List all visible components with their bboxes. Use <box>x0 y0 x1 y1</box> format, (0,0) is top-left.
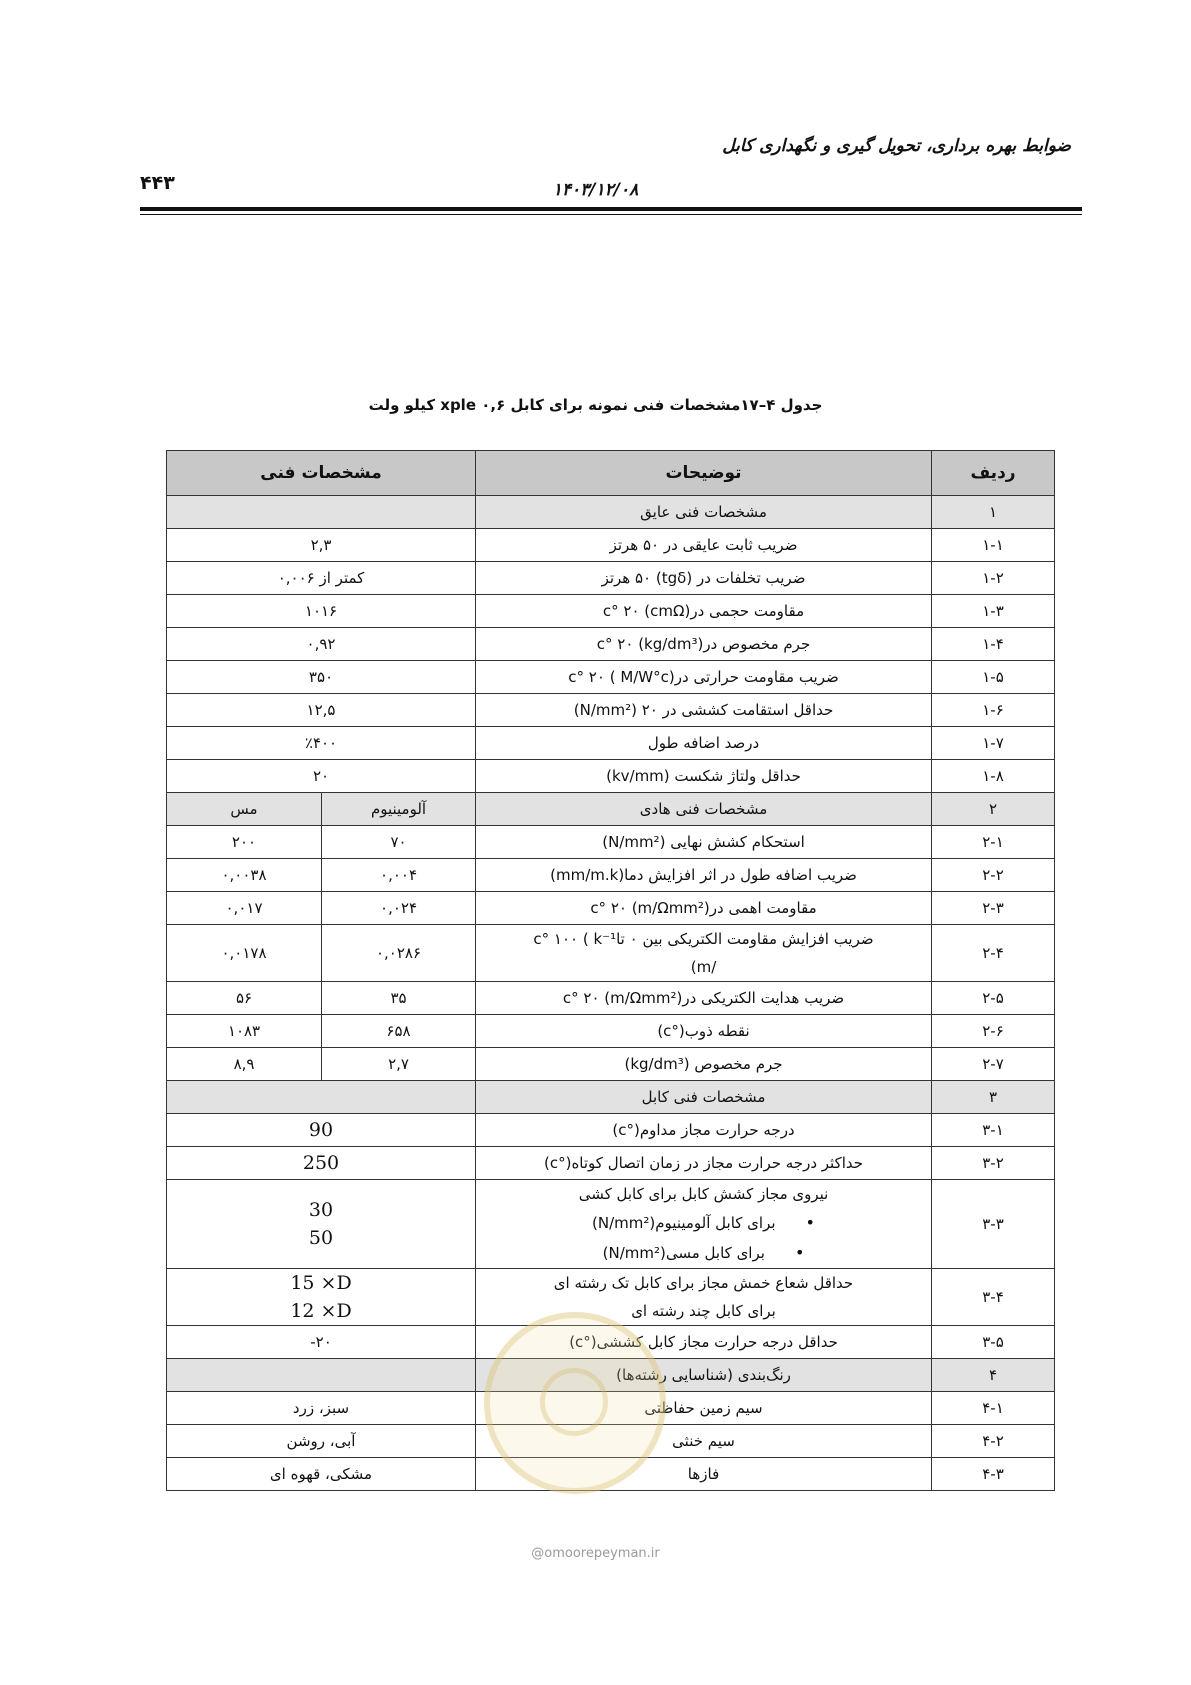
document-date: ۱۴۰۳/۱۲/۰۸ <box>552 180 639 200</box>
section-row <box>167 496 1055 529</box>
table-row <box>167 1147 1055 1180</box>
table-row <box>167 1114 1055 1147</box>
section-title: مشخصات فنی کابل <box>476 1081 932 1114</box>
row-description: مقاومت حجمی درc° ۲۰ (cmΩ) <box>476 595 932 628</box>
row-number: ۳-۱ <box>932 1114 1055 1147</box>
section-empty-cell <box>167 1359 476 1392</box>
row-description: سیم زمین حفاظتی <box>476 1392 932 1425</box>
row-value: آبی، روشن <box>167 1425 476 1458</box>
row-number: ۱-۱ <box>932 529 1055 562</box>
row-description: نقطه ذوب(°c) <box>476 1015 932 1048</box>
row-value: ۰,۹۲ <box>167 628 476 661</box>
row-number: ۴-۲ <box>932 1425 1055 1458</box>
row-description: جرم مخصوص درc° ۲۰ (kg/dm³) <box>476 628 932 661</box>
row-number: ۲-۲ <box>932 859 1055 892</box>
row-description: حداقل ولتاژ شکست (kv/mm) <box>476 760 932 793</box>
row-value: -۲۰ <box>167 1326 476 1359</box>
column-label-aluminium: آلومینیوم <box>322 793 476 826</box>
row-number: ۲-۷ <box>932 1048 1055 1081</box>
row-description-line: /m) <box>690 958 717 976</box>
row-number: ۳-۵ <box>932 1326 1055 1359</box>
section-row <box>167 1081 1055 1114</box>
row-description-line: نیروی مجاز کشش کابل برای کابل کشی <box>578 1185 829 1203</box>
section-row <box>167 793 1055 826</box>
document-header-title: ضوابط بهره برداری، تحویل گیری و نگهداری کابل <box>722 136 1071 156</box>
table-row <box>167 661 1055 694</box>
row-number: ۱-۲ <box>932 562 1055 595</box>
section-title: رنگ‌بندی (شناسایی رشته‌ها) <box>476 1359 932 1392</box>
row-description: ضریب مقاومت حرارتی درc° ۲۰ ( M/W°c) <box>476 661 932 694</box>
row-value <box>167 1269 476 1326</box>
row-description: مقاومت اهمی درc° ۲۰ (m/Ωmm²) <box>476 892 932 925</box>
row-value: مشکی، قهوه ای <box>167 1458 476 1491</box>
table-row <box>167 1269 1055 1326</box>
row-description: جرم مخصوص (kg/dm³) <box>476 1048 932 1081</box>
row-description: ضریب اضافه طول در اثر افزایش دما(mm/m.k) <box>476 859 932 892</box>
row-value: کمتر از ۰,۰۰۶ <box>167 562 476 595</box>
row-number: ۲-۱ <box>932 826 1055 859</box>
row-description: حداقل درجه حرارت مجاز کابل کششی(°c) <box>476 1326 932 1359</box>
row-description: استحکام کشش نهایی (N/mm²) <box>476 826 932 859</box>
row-value-copper: ۰,۰۱۷۸ <box>167 925 322 982</box>
row-number: ۱-۵ <box>932 661 1055 694</box>
row-number: ۱-۳ <box>932 595 1055 628</box>
row-number: ۴ <box>932 1359 1055 1392</box>
column-label-copper: مس <box>167 793 322 826</box>
header-row-number: ردیف <box>932 451 1055 496</box>
table-row <box>167 628 1055 661</box>
row-value-line: 15 ×D <box>290 1272 352 1294</box>
bullet-item: • برای کابل مسی(N/mm²) <box>480 1238 927 1268</box>
header-description: توضیحات <box>476 451 932 496</box>
row-description: حداقل استقامت کششی در ۲۰ (N/mm²) <box>476 694 932 727</box>
row-value-line: 30 <box>308 1199 334 1221</box>
table-caption: جدول ۴–۱۷مشخصات فنی نمونه برای کابل xple ۰,۶ کیلو ولت <box>368 396 823 414</box>
row-number: ۳-۲ <box>932 1147 1055 1180</box>
bullet-item: • برای کابل آلومینیوم(N/mm²) <box>480 1208 927 1238</box>
row-value-copper: ۰,۰۱۷ <box>167 892 322 925</box>
table-row <box>167 760 1055 793</box>
row-value-copper: ۵۶ <box>167 982 322 1015</box>
row-value: ٪۴۰۰ <box>167 727 476 760</box>
row-description: ضریب ثابت عایقی در ۵۰ هرتز <box>476 529 932 562</box>
row-description: ضریب تخلفات در (tgδ) ۵۰ هرتز <box>476 562 932 595</box>
row-value-aluminium: ۶۵۸ <box>322 1015 476 1048</box>
row-number: ۱-۴ <box>932 628 1055 661</box>
row-value: ۲,۳ <box>167 529 476 562</box>
row-number: ۲ <box>932 793 1055 826</box>
row-number: ۲-۵ <box>932 982 1055 1015</box>
table-row <box>167 694 1055 727</box>
row-number: ۱-۷ <box>932 727 1055 760</box>
table-row <box>167 595 1055 628</box>
row-value-aluminium: ۰,۰۲۸۶ <box>322 925 476 982</box>
row-number: ۲-۳ <box>932 892 1055 925</box>
row-number: ۳-۳ <box>932 1180 1055 1269</box>
row-value-line: 12 ×D <box>290 1300 352 1322</box>
row-description: فازها <box>476 1458 932 1491</box>
row-value-copper: ۸,۹ <box>167 1048 322 1081</box>
table-header-row <box>167 451 1055 496</box>
section-title: مشخصات فنی عایق <box>476 496 932 529</box>
row-number: ۱-۶ <box>932 694 1055 727</box>
row-description <box>476 1180 932 1269</box>
row-number: ۱ <box>932 496 1055 529</box>
header-rule-thin <box>140 214 1082 215</box>
row-value: 250 <box>167 1147 476 1180</box>
row-value: ۳۵۰ <box>167 661 476 694</box>
table-row <box>167 859 1055 892</box>
row-value-aluminium: ۲,۷ <box>322 1048 476 1081</box>
row-description: سیم خنثی <box>476 1425 932 1458</box>
header-specification: مشخصات فنی <box>167 451 476 496</box>
row-value: سبز، زرد <box>167 1392 476 1425</box>
row-value: ۲۰ <box>167 760 476 793</box>
row-value-aluminium: ۰,۰۲۴ <box>322 892 476 925</box>
table-row <box>167 892 1055 925</box>
row-number: ۴-۱ <box>932 1392 1055 1425</box>
table-row <box>167 1048 1055 1081</box>
row-description-line: ضریب افزایش مقاومت الکتریکی بین ۰ تاc° ۱۰۰ ( k⁻¹ <box>533 930 874 948</box>
table-row <box>167 982 1055 1015</box>
row-description: حداکثر درجه حرارت مجاز در زمان اتصال کوتاه(°c) <box>476 1147 932 1180</box>
section-empty-cell <box>167 1081 476 1114</box>
row-value-copper: ۲۰۰ <box>167 826 322 859</box>
row-description: درجه حرارت مجاز مداوم(°c) <box>476 1114 932 1147</box>
row-number: ۴-۳ <box>932 1458 1055 1491</box>
row-description: ضریب هدایت الکتریکی درc° ۲۰ (m/Ωmm²) <box>476 982 932 1015</box>
row-value-line: 50 <box>308 1227 334 1249</box>
table-row <box>167 562 1055 595</box>
row-number: ۳-۴ <box>932 1269 1055 1326</box>
watermark-seal-icon <box>484 1312 666 1494</box>
row-value: ۱۰۱۶ <box>167 595 476 628</box>
row-value <box>167 1180 476 1269</box>
row-number: ۲-۴ <box>932 925 1055 982</box>
row-value: ۱۲,۵ <box>167 694 476 727</box>
row-value-aluminium: ۰,۰۰۴ <box>322 859 476 892</box>
table-row <box>167 925 1055 982</box>
row-description-line: حداقل شعاع خمش مجاز برای کابل تک رشته ای <box>553 1274 854 1292</box>
table-row <box>167 826 1055 859</box>
watermark-text: @omoorepeyman.ir <box>531 1546 660 1561</box>
row-value: 90 <box>167 1114 476 1147</box>
row-value-aluminium: ۷۰ <box>322 826 476 859</box>
row-value-copper: ۰,۰۰۳۸ <box>167 859 322 892</box>
row-value-copper: ۱۰۸۳ <box>167 1015 322 1048</box>
row-description-line: برای کابل چند رشته ای <box>631 1302 776 1320</box>
row-number: ۱-۸ <box>932 760 1055 793</box>
row-description <box>476 925 932 982</box>
header-rule-thick <box>140 207 1082 211</box>
table-row <box>167 1015 1055 1048</box>
table-row <box>167 727 1055 760</box>
table-row <box>167 1180 1055 1269</box>
row-number: ۳ <box>932 1081 1055 1114</box>
section-empty-cell <box>167 496 476 529</box>
page-number: ۴۴۳ <box>140 172 175 194</box>
table-row <box>167 529 1055 562</box>
row-value-aluminium: ۳۵ <box>322 982 476 1015</box>
row-description: درصد اضافه طول <box>476 727 932 760</box>
row-number: ۲-۶ <box>932 1015 1055 1048</box>
section-title: مشخصات فنی هادی <box>476 793 932 826</box>
